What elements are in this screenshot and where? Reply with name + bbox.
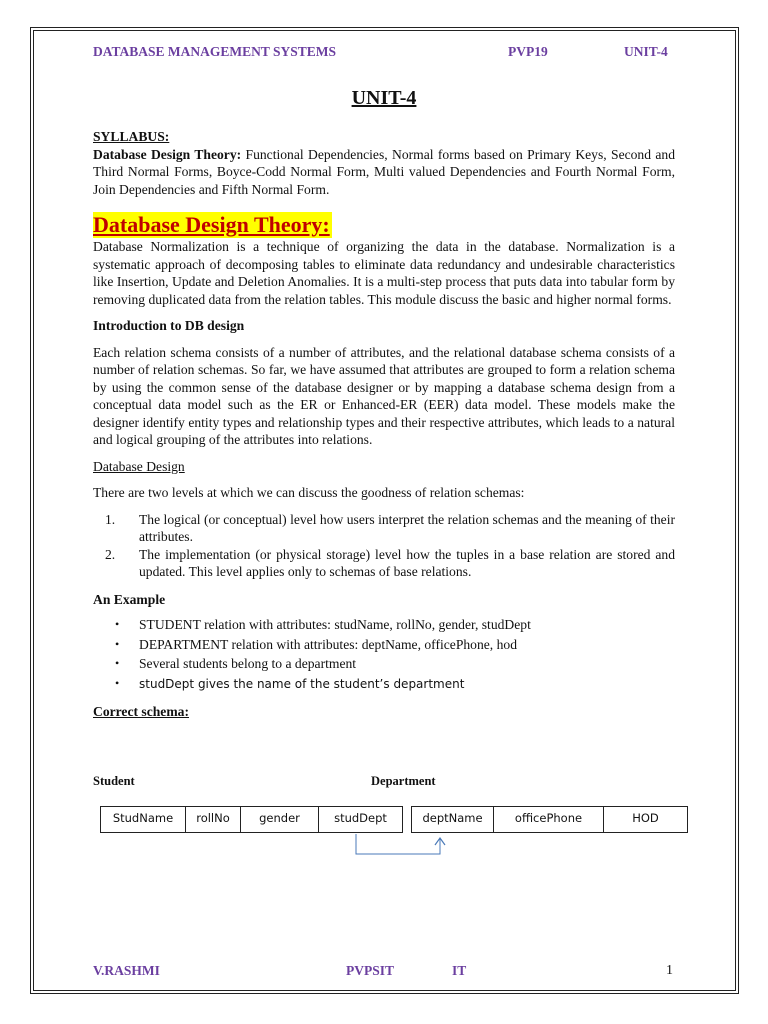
student-label: Student	[93, 774, 135, 788]
list-text: The logical (or conceptual) level how users interpret the relation schemas and the meaning of their attributes.	[139, 511, 675, 544]
foreign-key-arrow	[100, 806, 690, 866]
header-unit: UNIT-4	[624, 44, 668, 59]
student-col-studname: StudName	[101, 807, 186, 832]
student-col-studdept: studDept	[334, 811, 387, 825]
list-item	[93, 635, 675, 655]
section-title-wrap	[93, 212, 675, 238]
list-item	[93, 511, 675, 546]
syllabus-body: Functional Dependencies, Normal forms based on Primary Keys, Second and Third Normal Forms, Boyce-Codd Normal Form, Multi valued Dependencies and Fourth Normal Form, Join Dependencies and Fifth Normal Form.	[93, 146, 676, 197]
list-text: DEPARTMENT relation with attributes: deptName, officePhone, hod	[139, 636, 517, 652]
list-text: STUDENT relation with attributes: studName, rollNo, gender, studDept	[139, 617, 531, 632]
page-content	[93, 86, 675, 721]
list-item	[93, 674, 675, 695]
list-item	[93, 615, 675, 635]
levels-list	[93, 511, 675, 581]
list-item	[93, 546, 675, 581]
correct-schema-heading: Correct schema:	[93, 704, 189, 719]
footer-college: PVPSIT	[346, 963, 395, 978]
page-title: UNIT-4	[351, 87, 417, 109]
section-title: Database Design Theory:	[93, 212, 330, 237]
arrow-line	[356, 834, 440, 854]
bullet-icon: •	[115, 636, 120, 651]
example-list	[93, 615, 675, 694]
dept-col-officephone: officePhone	[494, 807, 604, 832]
para-levels: There are two levels at which we can discuss the goodness of relation schemas:	[93, 485, 525, 500]
list-number: 1.	[105, 511, 116, 527]
syllabus-text	[93, 146, 675, 199]
bullet-icon: •	[115, 675, 120, 690]
bullet-icon: •	[115, 617, 120, 631]
list-number: 2.	[105, 546, 116, 562]
footer-dept: IT	[452, 963, 467, 978]
schema-diagram	[100, 806, 690, 866]
example-heading: An Example	[93, 591, 166, 607]
syllabus-label: SYLLABUS:	[93, 129, 170, 144]
para-intro: Each relation schema consists of a number of attributes, and the relational database schema consists of a number of relation schemas. So far, we have assumed that attributes are grouped to form a relation schema by using the common sense of the database designer or by mapping a database schema design from a conceptual data model such as the ER or Enhanced-ER (EER) data model. These models make the designer identify entity types and relationship types and their respective attributes, which leads to a natural and logical grouping of the attributes into relations.	[93, 344, 675, 447]
syllabus-topic: Database Design Theory:	[93, 146, 242, 162]
list-text: Several students belong to a department	[139, 656, 357, 671]
student-col-rollno: rollNo	[186, 807, 241, 832]
header-course: DATABASE MANAGEMENT SYSTEMS	[93, 44, 337, 59]
list-text: studDept gives the name of the student’s department	[139, 676, 465, 691]
footer-author: V.RASHMI	[93, 963, 160, 978]
para-normalization: Database Normalization is a technique of organizing the data in the database. Normalization is a systematic approach of decomposing tables to eliminate data redundancy and undesirable characteristics like Insertion, Update and Deletion Anomalies. It is a multi-step process that puts data into tabular form by removing duplicated data from the relation tables. This module discuss the basic and higher normal forms.	[93, 239, 675, 307]
student-col-gender: gender	[241, 807, 319, 832]
dept-col-deptname: deptName	[412, 807, 494, 832]
page-number: 1	[666, 963, 673, 978]
list-item	[93, 654, 675, 674]
intro-heading: Introduction to DB design	[93, 318, 245, 333]
db-design-heading: Database Design	[93, 458, 185, 474]
header-code: PVP19	[508, 44, 548, 59]
bullet-icon: •	[115, 656, 120, 670]
list-text: The implementation (or physical storage) level how the tuples in a base relation are stored and updated. This level applies only to schemas of base relations.	[139, 546, 675, 579]
dept-col-hod: HOD	[632, 811, 659, 825]
department-label: Department	[371, 774, 436, 788]
